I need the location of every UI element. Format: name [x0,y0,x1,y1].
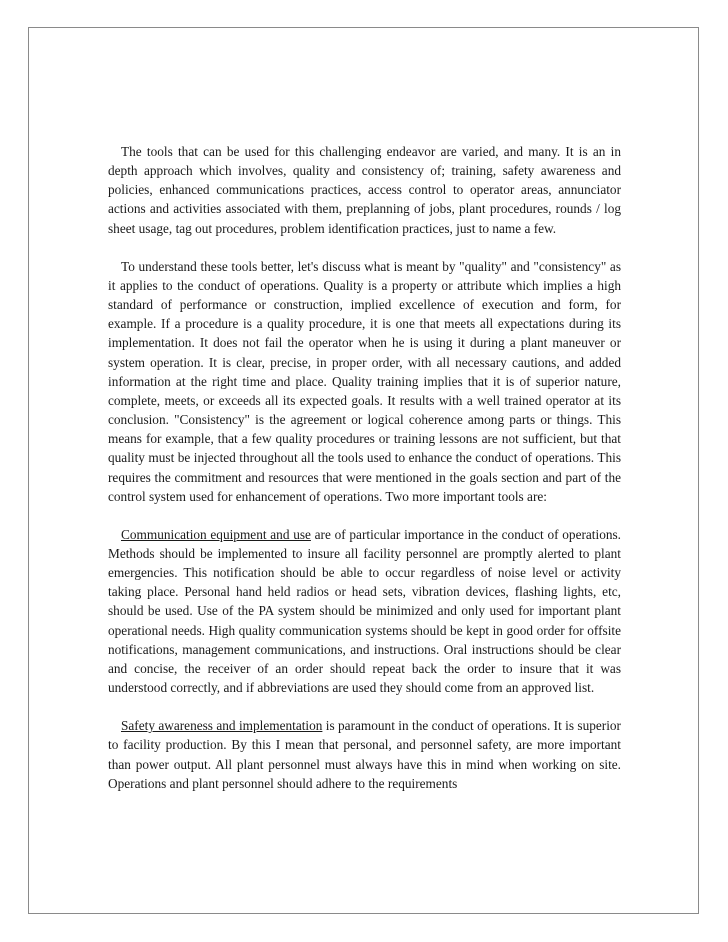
underlined-heading-safety: Safety awareness and implementation [121,718,323,734]
paragraph-communication [108,525,621,697]
paragraph-text: are of particular importance in the conduct of operations. Methods should be implemented to insure all facility personnel are promptly alerted to plant emergencies. This notification should be able to occur regardless of noise level or activity taking place. Personal hand held radios or head sets, vibration devices, flashing lights, etc, should be used. Use of the PA system should be minimized and only used for important plant operational needs. High quality communication systems should be kept in good order for offsite notifications, management communications, and instructions. Oral instructions should be clear and concise, the receiver of an order should repeat back the order to insure that it was understood correctly, and if abbreviations are used they should come from an approved list. [108,526,621,696]
paragraph-quality-consistency [108,257,621,506]
paragraph-text: To understand these tools better, let's discuss what is meant by "quality" and "consistency" as it applies to the conduct of operations. Quality is a property or attribute which implies a high standard of performance or construction, implied excellence of execution and form, for example. If a procedure is a quality procedure, it is one that meets all expectations during its implementation. It does not fail the operator when he is using it during a plant maneuver or system operation. It is clear, precise, in proper order, with all necessary cautions, and added information at the right time and place. Quality training implies that it is of superior nature, complete, meets, or exceeds all its expected goals. It results with a well trained operator at its conclusion. "Consistency" is the agreement or logical coherence among parts or things. This means for example, that a few quality procedures or training lessons are not sufficient, but that quality must be injected throughout all the tools used to enhance the conduct of operations. This requires the commitment and resources that were mentioned in the goals section and part of the control system used for enhancement of operations. Two more important tools are: [108,258,621,504]
underlined-heading-communication: Communication equipment and use [121,526,311,542]
paragraph-text: The tools that can be used for this challenging endeavor are varied, and many. It is an in depth approach which involves, quality and consistency of; training, safety awareness and policies, enhanced communications practices, access control to operator areas, annunciator actions and activities associated with them, preplanning of jobs, plant procedures, rounds / log sheet usage, tag out procedures, problem identification practices, just to name a few. [108,144,621,236]
paragraph-text: is paramount in the conduct of operations. It is superior to facility production. By this I mean that personal, and personnel safety, are more important than power output. All plant personnel must always have this in mind when working on site. Operations and plant personnel should adhere to the requirements [108,718,621,791]
paragraph-safety [108,716,621,793]
document-body [108,142,621,793]
paragraph-tools-overview [108,142,621,238]
